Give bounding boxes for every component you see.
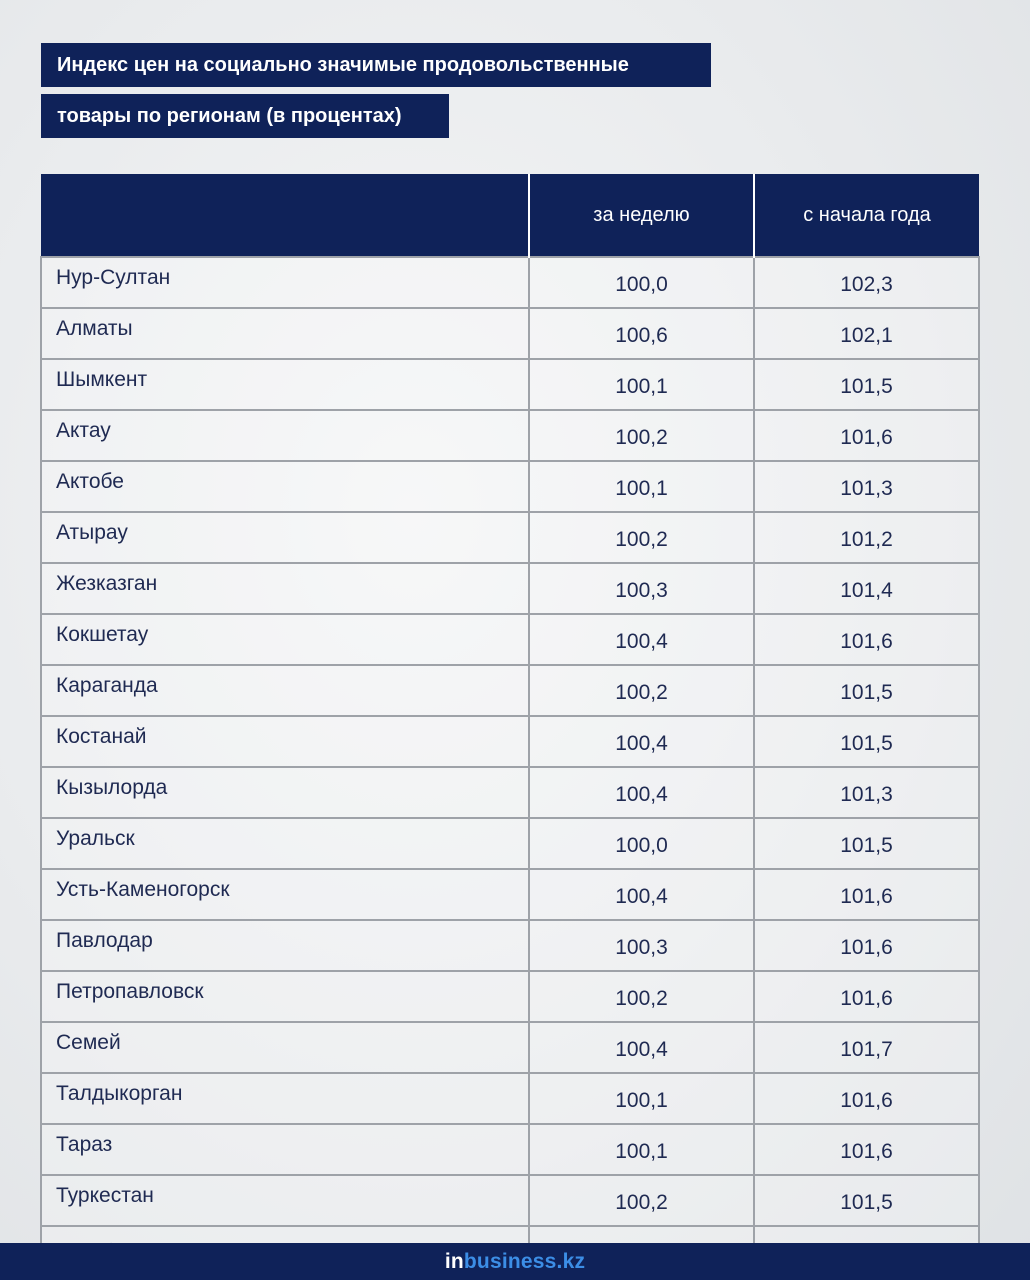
table-row (41, 767, 979, 818)
ytd-value-cell: 101,4 (754, 563, 979, 614)
header-region (41, 174, 529, 257)
week-value-cell: 100,3 (529, 563, 754, 614)
region-cell: Усть-Каменогорск (41, 869, 529, 920)
region-cell: Алматы (41, 308, 529, 359)
ytd-value-cell: 101,5 (754, 716, 979, 767)
week-value-cell: 100,2 (529, 1175, 754, 1226)
region-cell: Уральск (41, 818, 529, 869)
region-cell: Семей (41, 1022, 529, 1073)
table-row (41, 665, 979, 716)
table-row (41, 257, 979, 308)
table-row (41, 308, 979, 359)
table-row (41, 563, 979, 614)
region-cell: Караганда (41, 665, 529, 716)
week-value-cell: 100,4 (529, 869, 754, 920)
table-row (41, 1124, 979, 1175)
week-value-cell: 100,1 (529, 461, 754, 512)
table-body (41, 257, 979, 1278)
table-row (41, 1022, 979, 1073)
title-line-2: товары по регионам (в процентах) (41, 94, 449, 138)
week-value-cell: 100,2 (529, 665, 754, 716)
ytd-value-cell: 101,5 (754, 665, 979, 716)
region-cell: Актау (41, 410, 529, 461)
week-value-cell: 100,4 (529, 767, 754, 818)
week-value-cell: 100,4 (529, 716, 754, 767)
ytd-value-cell: 101,2 (754, 512, 979, 563)
table-row (41, 869, 979, 920)
week-value-cell: 100,2 (529, 410, 754, 461)
ytd-value-cell: 101,6 (754, 614, 979, 665)
region-cell: Актобе (41, 461, 529, 512)
header-week: за неделю (529, 174, 754, 257)
ytd-value-cell: 101,5 (754, 359, 979, 410)
ytd-value-cell: 101,6 (754, 971, 979, 1022)
table-row (41, 461, 979, 512)
week-value-cell: 100,4 (529, 1022, 754, 1073)
week-value-cell: 100,1 (529, 1073, 754, 1124)
region-cell: Кокшетау (41, 614, 529, 665)
ytd-value-cell: 101,3 (754, 461, 979, 512)
logo-rest: business.kz (463, 1250, 586, 1273)
region-cell: Кызылорда (41, 767, 529, 818)
title-block (41, 43, 711, 138)
ytd-value-cell: 101,3 (754, 767, 979, 818)
table-row (41, 716, 979, 767)
logo-in: in (444, 1250, 464, 1273)
table-row (41, 1073, 979, 1124)
price-index-table-container (40, 174, 978, 1279)
region-cell: Павлодар (41, 920, 529, 971)
region-cell: Петропавловск (41, 971, 529, 1022)
price-index-table (40, 174, 980, 1279)
week-value-cell: 100,4 (529, 614, 754, 665)
table-row (41, 1175, 979, 1226)
region-cell: Атырау (41, 512, 529, 563)
region-cell: Шымкент (41, 359, 529, 410)
week-value-cell: 100,0 (529, 818, 754, 869)
ytd-value-cell: 101,6 (754, 920, 979, 971)
table-row (41, 971, 979, 1022)
title-line-1: Индекс цен на социально значимые продовольственные (41, 43, 711, 87)
region-cell: Нур-Султан (41, 257, 529, 308)
table-row (41, 359, 979, 410)
week-value-cell: 100,0 (529, 257, 754, 308)
header-ytd: с начала года (754, 174, 979, 257)
region-cell: Жезказган (41, 563, 529, 614)
ytd-value-cell: 101,5 (754, 818, 979, 869)
region-cell: Талдыкорган (41, 1073, 529, 1124)
table-row (41, 410, 979, 461)
week-value-cell: 100,1 (529, 359, 754, 410)
table-row (41, 614, 979, 665)
inbusiness-logo (445, 1243, 585, 1280)
region-cell: Туркестан (41, 1175, 529, 1226)
week-value-cell: 100,2 (529, 512, 754, 563)
table-row (41, 818, 979, 869)
table-row (41, 512, 979, 563)
week-value-cell: 100,2 (529, 971, 754, 1022)
region-cell: Тараз (41, 1124, 529, 1175)
ytd-value-cell: 102,3 (754, 257, 979, 308)
ytd-value-cell: 101,6 (754, 869, 979, 920)
ytd-value-cell: 102,1 (754, 308, 979, 359)
ytd-value-cell: 101,7 (754, 1022, 979, 1073)
ytd-value-cell: 101,6 (754, 1073, 979, 1124)
ytd-value-cell: 101,6 (754, 410, 979, 461)
region-cell: Костанай (41, 716, 529, 767)
footer-bar (0, 1243, 1030, 1280)
table-header-row (41, 174, 979, 257)
ytd-value-cell: 101,5 (754, 1175, 979, 1226)
ytd-value-cell: 101,6 (754, 1124, 979, 1175)
table-row (41, 920, 979, 971)
week-value-cell: 100,3 (529, 920, 754, 971)
week-value-cell: 100,6 (529, 308, 754, 359)
week-value-cell: 100,1 (529, 1124, 754, 1175)
